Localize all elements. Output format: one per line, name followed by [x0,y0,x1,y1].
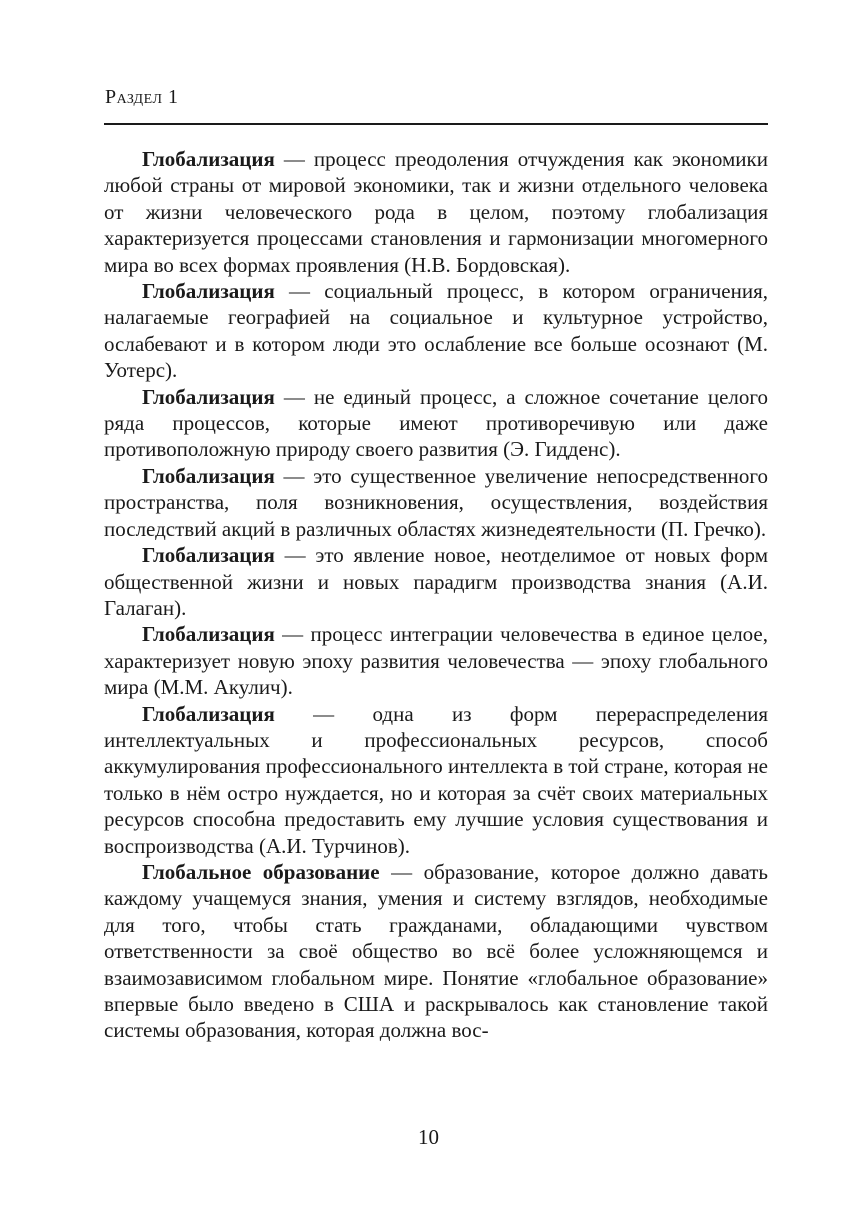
page-body [104,146,768,1044]
definition-text: — это явление новое, неотделимое от новых форм общественной жизни и новых парадигм производства знания (А.И. Галаган). [104,543,768,620]
definition-term: Глобализация [142,701,275,726]
definition-text: — не единый процесс, а сложное сочетание целого ряда процессов, которые имеют противоречивую или даже противоположную природу своего развития (Э. Гидденс). [104,384,768,462]
definition-text: — одна из форм перераспределения интеллектуальных и профессиональных ресурсов, способ аккумулирования профессионального интеллекта в той стране, которая не только в нём остро нуждается, но и которая за счёт своих материальных ресурсов способна предоставить ему лучшие условия существования и воспроизводства (А.И. Турчинов). [104,701,768,858]
definition-paragraph-2 [104,278,768,384]
definition-term: Глобализация [142,463,275,488]
definition-paragraph-6 [104,621,768,700]
definition-text: — социальный процесс, в котором ограничения, налагаемые географией на социальное и культурное устройство, ослабевают и в котором люди это ослабление все больше осознают (М. Уотерс). [104,279,768,383]
definition-paragraph-8 [104,859,768,1044]
definition-text: — процесс интеграции человечества в единое целое, характеризует новую эпоху развития человечества — эпоху глобального мира (М.М. Акулич). [104,622,768,700]
definition-paragraph-3 [104,384,768,463]
page-number: 10 [418,1125,439,1149]
definition-text: — это существенное увеличение непосредственного пространства, поля возникновения, осуществления, воздействия последствий акций в различных областях жизнедеятельности (П. Гречко). [104,463,768,541]
definition-term: Глобализация [142,622,275,647]
definition-paragraph-4 [104,463,768,542]
definition-text: — образование, которое должно давать каждому учащемуся знания, умения и систему взглядов, необходимые для того, чтобы стать гражданами, обладающими чувством ответственности за своё общество во всё более усложняющемся и взаимозависимом глобальном мире. Понятие «глобальное образование» впервые было введено в США и раскрывалось как становление такой системы образования, которая должна вос- [104,859,768,1043]
definition-paragraph-7 [104,701,768,859]
definition-paragraph-5 [104,542,768,621]
definition-term: Глобализация [142,543,275,568]
definition-paragraph-1 [104,146,768,278]
definition-term: Глобальное образование [142,859,380,884]
definition-term: Глобализация [142,279,275,304]
definition-term: Глобализация [142,384,275,409]
definition-term: Глобализация [142,147,275,171]
header-rule [104,123,768,125]
running-head-section: Раздел 1 [105,86,179,108]
definition-text: — процесс преодоления отчуждения как экономики любой страны от мировой экономики, так и жизни отдельного человека от жизни человеческого рода в целом, поэтому глобализация характеризуется процессами становления и гармонизации многомерного мира во всех формах проявления (Н.В. Бордовская). [104,147,768,277]
